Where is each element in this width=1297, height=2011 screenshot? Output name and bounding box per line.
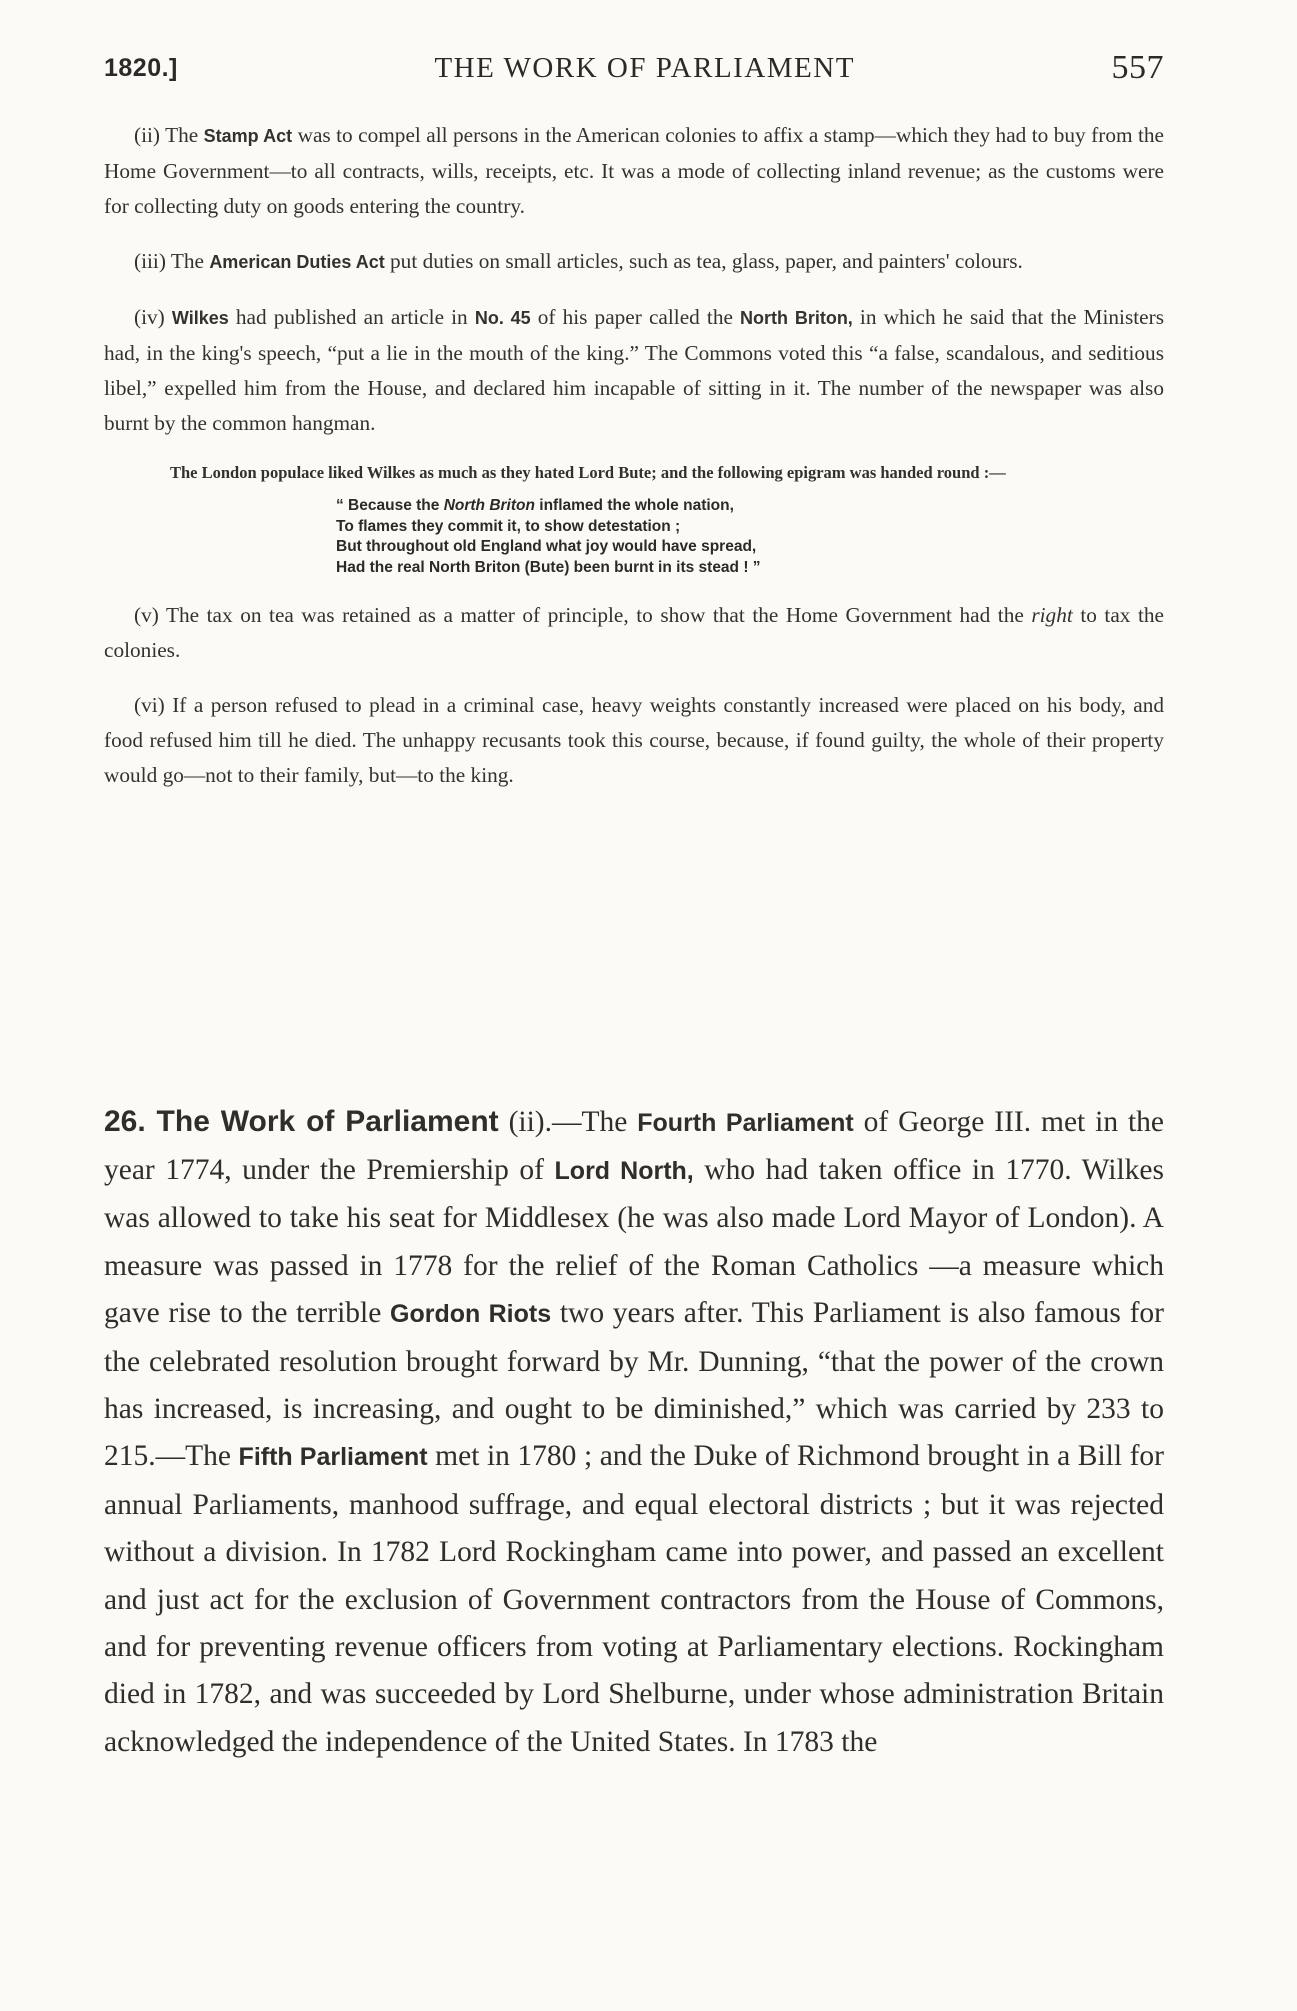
term-north-briton: North Briton, bbox=[740, 308, 853, 328]
epigram-line-4: Had the real North Briton (Bute) been burnt in its stead ! ” bbox=[336, 558, 761, 576]
term-stamp-act: Stamp Act bbox=[203, 126, 293, 146]
note-ii: (ii) The Stamp Act was to compel all persons in the American colonies to affix a stamp—which they had to buy from the Home Government—to all contracts, wills, receipts, etc. It was a mode of collecting inland revenue; as the customs were for collecting duty on goods entering the country. bbox=[104, 123, 1164, 218]
epigram bbox=[336, 496, 1164, 578]
epigram-line-3: But throughout old England what joy would have spread, bbox=[336, 538, 757, 555]
note-v: (v) The tax on tea was retained as a matter of principle, to show that the Home Government had the right to tax the colonies. bbox=[104, 603, 1164, 662]
note-iii: (iii) The American Duties Act put duties on small articles, such as tea, glass, paper, and painters' colours. bbox=[134, 249, 1023, 273]
epigram-line-1: “ Because the North Briton inflamed the whole nation, bbox=[336, 497, 734, 514]
epigram-intro: The London populace liked Wilkes as much as they hated Lord Bute; and the following epigram was handed round :— bbox=[170, 463, 1006, 482]
header-title: THE WORK OF PARLIAMENT bbox=[434, 51, 855, 84]
running-header bbox=[104, 40, 1164, 96]
page-number: 557 bbox=[1111, 49, 1164, 86]
term-fourth-parliament: Fourth Parliament bbox=[637, 1108, 854, 1137]
main-paragraph: 26. The Work of Parliament (ii).—The Fourth Parliament of George III. met in the year 1774, under the Premiership of Lord North, who had taken office in 1770. Wilkes was allowed to take his seat for Middlesex (he was also made Lord Mayor of London). A measure was passed in 1778 for the relief of the Roman Catholics —a measure which gave rise to the terrible Gordon Riots two years after. This Parliament is also famous for the celebrated resolution brought forward by Mr. Dunning, “that the power of the crown has increased, is increasing, and ought to be diminished,” which was carried by 233 to 215.—The Fifth Parliament met in 1780 ; and the Duke of Richmond brought in a Bill for annual Parliaments, manhood suffrage, and equal electoral districts ; but it was rejected without a division. In 1782 Lord Rockingham came into power, and passed an excellent and just act for the exclusion of Government contractors from the House of Commons, and for preventing revenue officers from voting at Parliamentary elections. Rockingham died in 1782, and was succeeded by Lord Shelburne, under whose administration Britain acknowledged the independence of the United States. In 1783 the bbox=[104, 1104, 1165, 1758]
epigram-line-2: To flames they commit it, to show detestation ; bbox=[336, 517, 681, 535]
note-iv: (iv) Wilkes had published an article in No. 45 of his paper called the North Briton, in which he said that the Ministers had, in the king's speech, “put a lie in the mouth of the king.” The Commons voted this “a false, scandalous, and seditious libel,” expelled him from the House, and declared him incapable of sitting in it. The number of the newspaper was also burnt by the common hangman. bbox=[104, 305, 1164, 435]
term-lord-north: Lord North, bbox=[554, 1156, 694, 1185]
term-no-45: No. 45 bbox=[474, 308, 531, 328]
term-wilkes: Wilkes bbox=[171, 308, 229, 328]
term-gordon-riots: Gordon Riots bbox=[390, 1300, 552, 1329]
term-american-duties-act: American Duties Act bbox=[209, 252, 385, 272]
note-vi: (vi) If a person refused to plead in a criminal case, heavy weights constantly increased were placed on his body, and food refused him till he died. The unhappy recusants took this course, because, if found guilty, the whole of their property would go—not to their family, but—to the king. bbox=[104, 693, 1164, 787]
section-heading: 26. The Work of Parliament bbox=[104, 1104, 499, 1138]
term-fifth-parliament: Fifth Parliament bbox=[238, 1443, 428, 1472]
footnotes-section bbox=[104, 118, 1164, 813]
header-year: 1820.] bbox=[104, 53, 178, 82]
